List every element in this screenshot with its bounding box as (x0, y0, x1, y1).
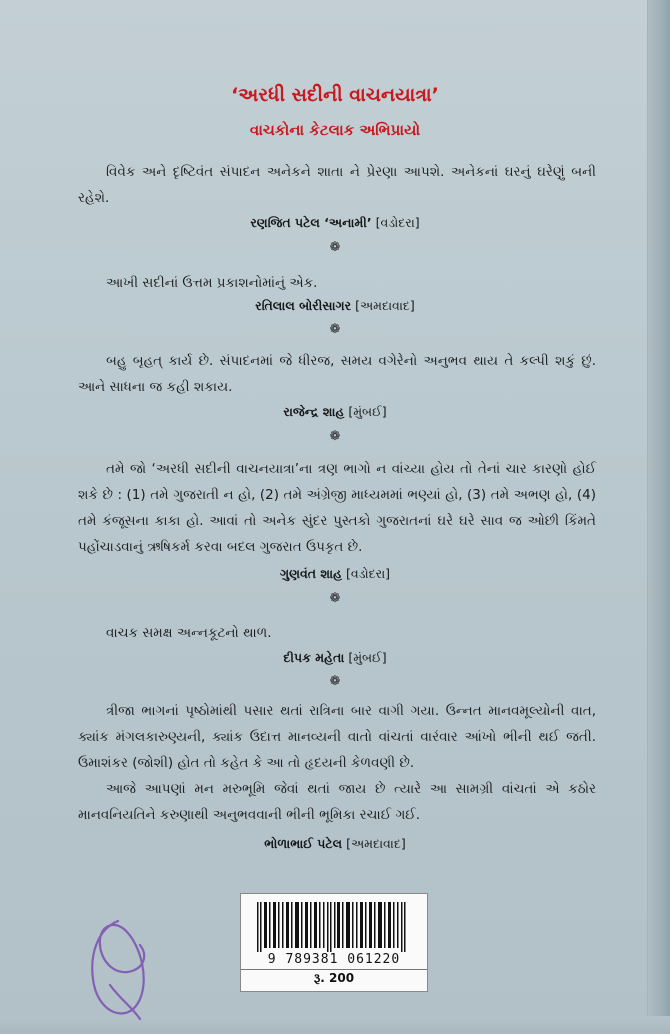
barcode-bars-icon (253, 902, 415, 952)
reviewer-place: [અમદાવાદ] (355, 298, 415, 313)
review-text-2 (78, 270, 596, 296)
review-signature-4 (0, 566, 670, 582)
review-signature-2 (0, 298, 670, 314)
handwritten-scribble-mark (80, 915, 158, 1027)
reviewer-name: દીપક મહેતા (283, 650, 345, 665)
reviewer-place: [મુંબઈ] (348, 650, 387, 665)
isbn-number: 9 789381 061220 (267, 952, 401, 967)
review-paragraph: ત્રીજા ભાગનાં પૃષ્ઠોમાંથી પસાર થતાં રાત્રિના બાર વાગી ગયા. ઉન્નત માનવમૂલ્યોની વાત, ક્યાંક મંગલકારુણ્યની, ક્યાંક ઉદાત્ત માનવ્યની વાતો વાંચતાં વારંવાર આંખો ભીની થઈ જતી. ઉમાશંકર (જોશી) હોત તો કહેત કે આ તો હૃદયની કેળવણી છે. (78, 703, 596, 771)
book-price: રૂ. 200 (313, 971, 355, 985)
review-signature-6 (0, 836, 670, 852)
page-title: ‘અરધી સદીની વાચનયાત્રા’ (231, 84, 439, 106)
isbn-barcode (240, 893, 428, 992)
reviewer-name: ગુણવંત શાહ (279, 566, 342, 581)
reviewer-name: ભોળાભાઈ પટેલ (264, 836, 343, 851)
review-paragraph-2: આજે આપણાં મન મરુભૂમિ જેવાં થતાં જાય છે ત્યારે આ સામગ્રી વાંચતાં એ કઠોર માનવનિયતિને કરુણાથી અનુભવવાની ભીની ભૂમિકા રચાઈ ગઈ. (78, 781, 596, 823)
reviewer-name: રતિલાલ બોરીસાગર (255, 298, 352, 313)
review-text-4 (78, 456, 596, 560)
flower-ornament-icon: ❁ (329, 322, 341, 337)
flower-ornament-icon: ❁ (329, 674, 341, 689)
review-signature-1 (0, 215, 670, 231)
review-signature-3 (0, 404, 670, 420)
review-paragraph: બહુ બૃહત્ કાર્ય છે. સંપાદનમાં જે ધીરજ, સમય વગેરેનો અનુભવ થાય તે કલ્પી શકું છું. આને સાધના જ કહી શકાય. (78, 353, 596, 395)
book-spine-edge (647, 0, 670, 1034)
reviewer-place: [વડોદરા] (375, 215, 420, 230)
page-subtitle: વાચકોના કેટલાક અભિપ્રાયો (249, 121, 421, 139)
flower-ornament-icon: ❁ (329, 429, 341, 444)
price-divider (241, 969, 427, 970)
review-text-1 (78, 159, 596, 211)
review-text-3 (78, 348, 596, 400)
review-text-5 (78, 620, 596, 646)
reviewer-place: [મુંબઈ] (348, 404, 387, 419)
reviewer-place: [વડોદરા] (345, 566, 391, 581)
reviewer-name: રાજેન્દ્ર શાહ (283, 404, 345, 419)
review-paragraph: તમે જો ‘અરધી સદીની વાચનયાત્રા’ના ત્રણ ભાગો ન વાંચ્યા હોય તો તેનાં ચાર કારણો હોઈ શકે છે : (1) તમે ગુજરાતી ન હો, (2) તમે અંગ્રેજી માધ્યમમાં ભણ્યાં હો, (3) તમે અભણ હો, (4) તમે કંજૂસના કાકા હો. આવાં તો અનેક સુંદર પુસ્તકો ગુજરાતનાં ઘરે ઘરે સાવ જ ઓછી કિંમતે પહોંચાડવાનું ઋષિકર્મ કરવા બદલ ગુજરાત ઉપકૃત છે. (78, 461, 596, 555)
flower-ornament-icon: ❁ (329, 591, 341, 606)
review-paragraph: વાચક સમક્ષ અન્નકૂટનો થાળ. (106, 625, 272, 641)
review-paragraph: વિવેક અને દૃષ્ટિવંત સંપાદન અનેકને શાતા ને પ્રેરણા આપશે. અનેકનાં ઘરનું ઘરેણું બની રહેશે. (78, 164, 596, 206)
review-paragraph: આખી સદીનાં ઉત્તમ પ્રકાશનોમાંનું એક. (106, 275, 318, 291)
review-signature-5 (0, 650, 670, 666)
flower-ornament-icon: ❁ (329, 240, 341, 255)
reviewer-name: રણજિત પટેલ ‘અનામી’ (250, 215, 372, 230)
reviewer-place: [અમદાવાદ] (346, 836, 406, 851)
review-text-6 (78, 698, 596, 828)
